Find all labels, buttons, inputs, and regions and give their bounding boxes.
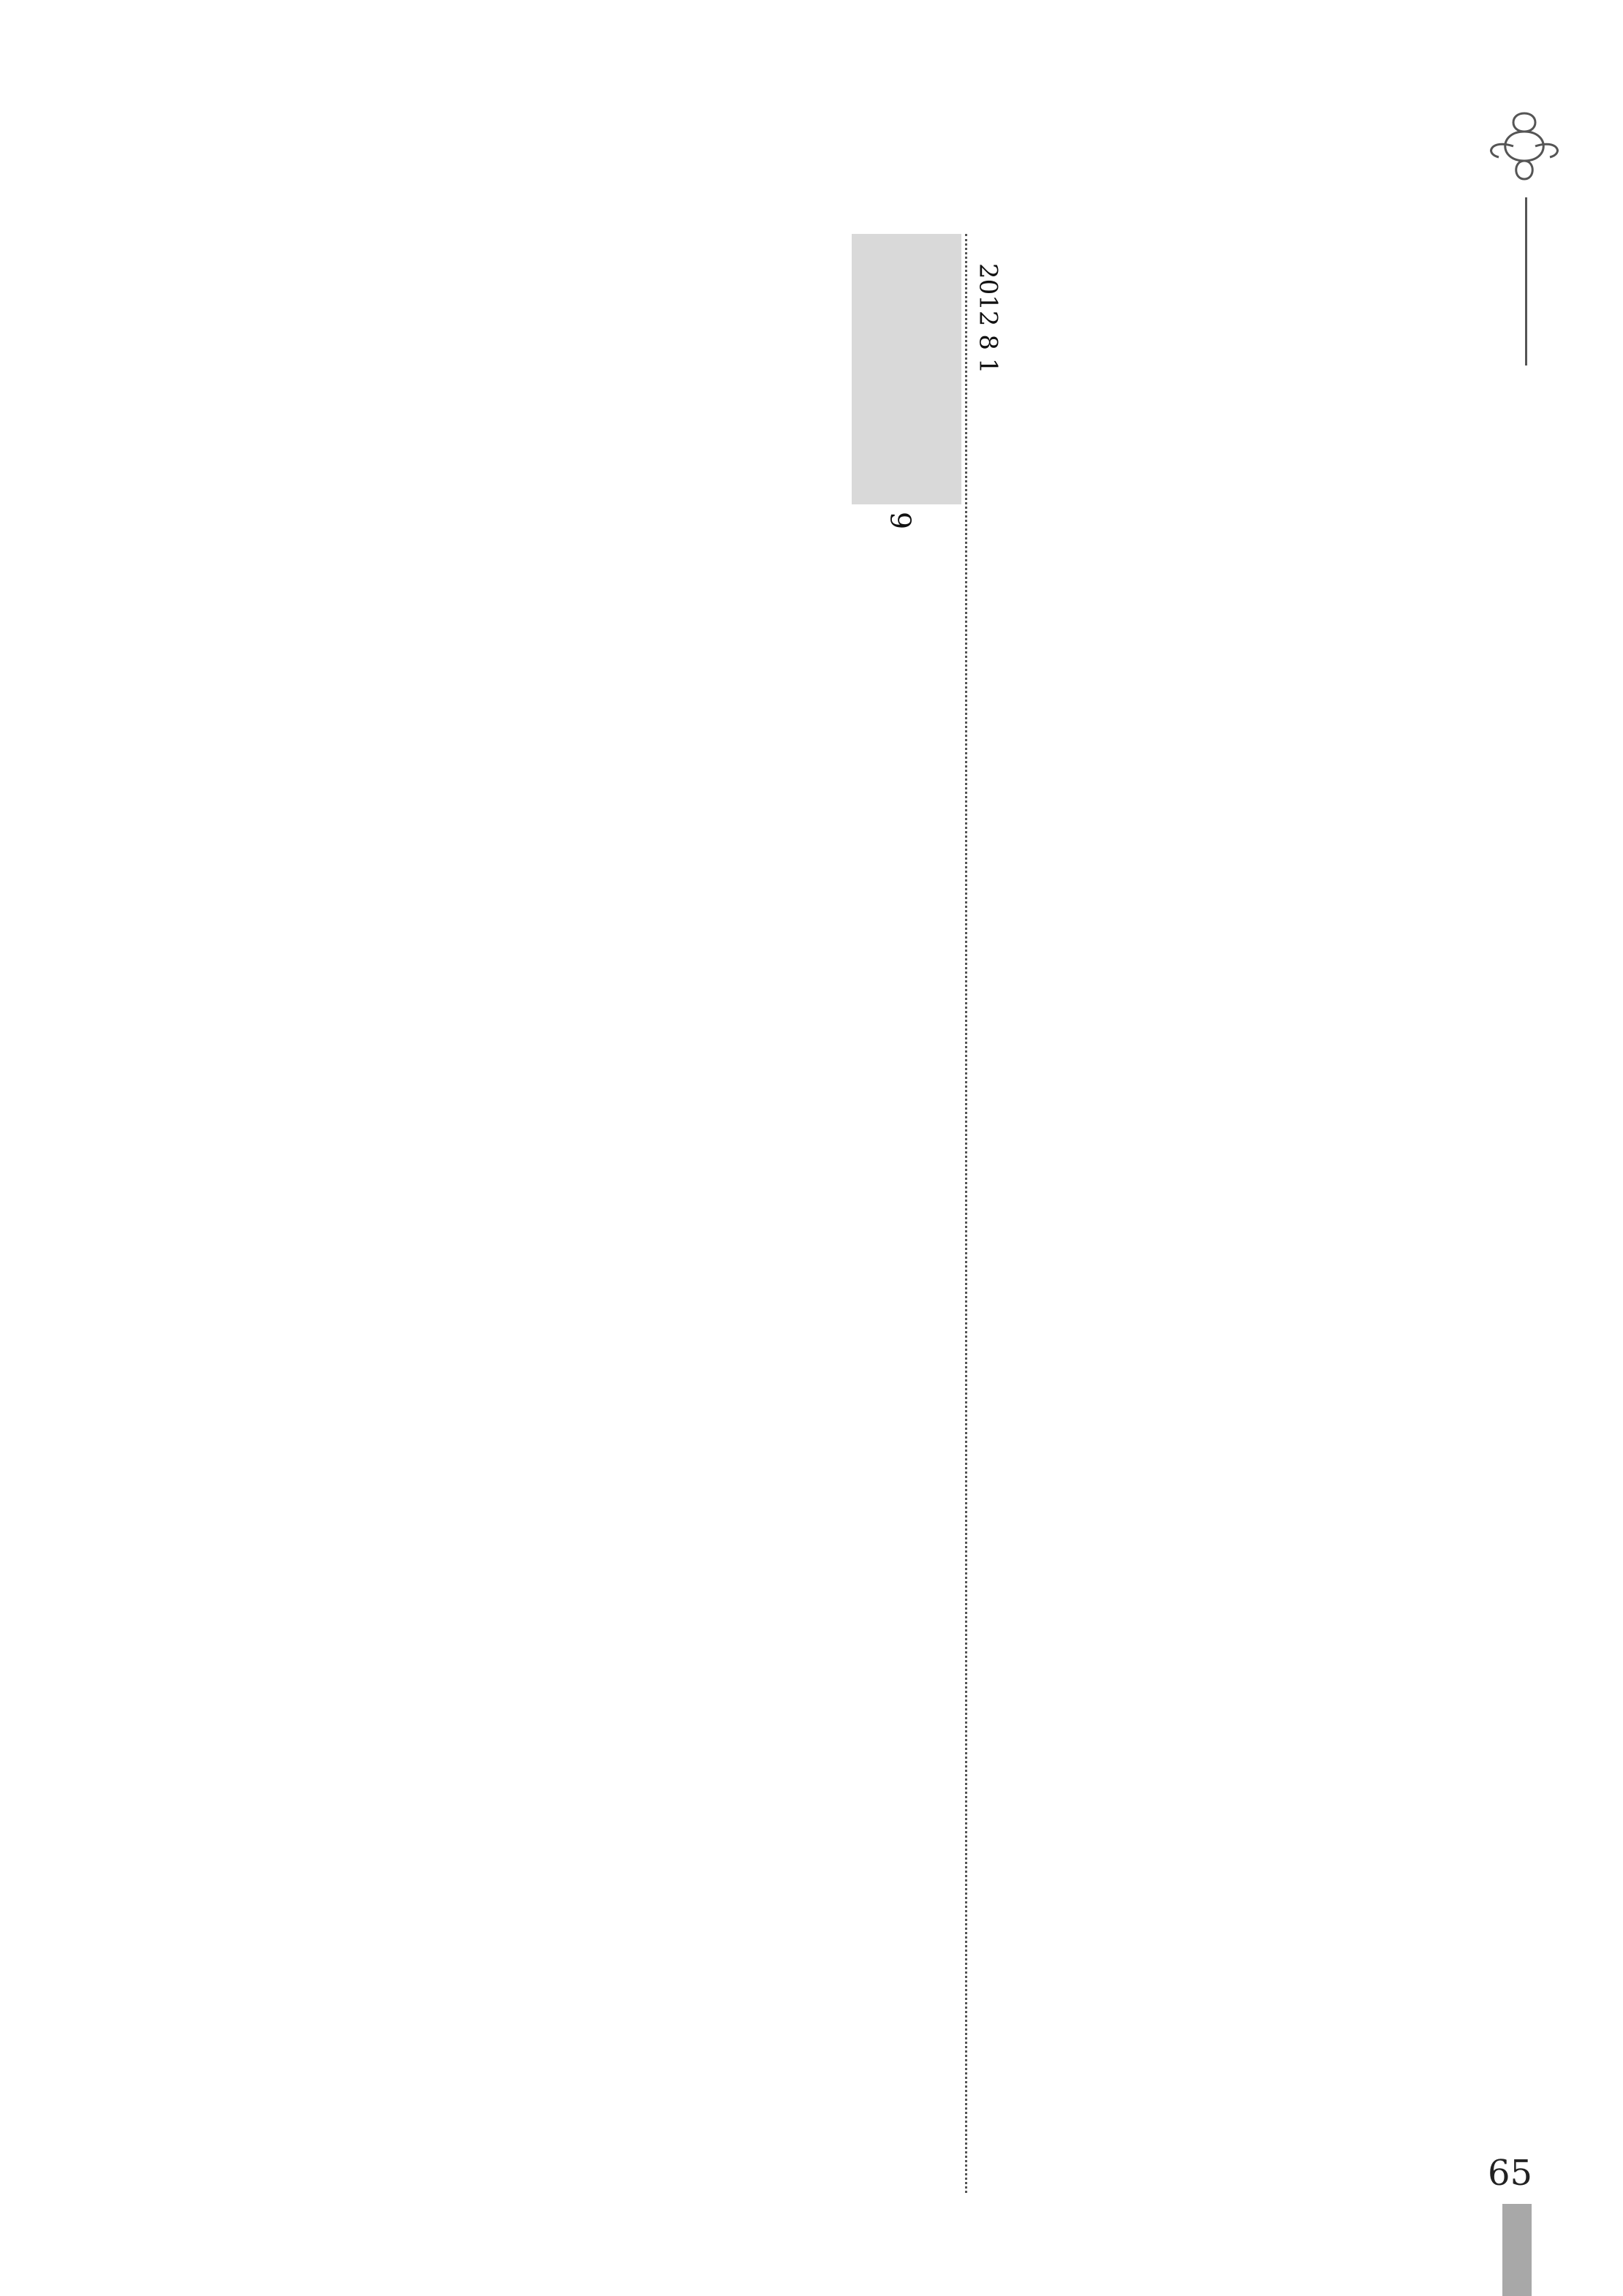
running-header: [1451, 197, 1495, 1550]
text-column: [665, 241, 702, 2215]
title-highlight-box: [852, 234, 961, 504]
lower-text-block: [336, 241, 775, 2215]
text-column: [556, 241, 592, 2215]
year-reference: 2012 8 1: [973, 263, 1003, 374]
side-tab: [1502, 2204, 1532, 2296]
text-column: [1193, 219, 1228, 2156]
text-column: [1369, 219, 1404, 2156]
text-column: [1158, 219, 1193, 2156]
text-column: [629, 241, 665, 2215]
text-column: [702, 241, 738, 2215]
title-number: 9: [884, 512, 917, 530]
text-column: [1088, 219, 1123, 2156]
page-number: 65: [1488, 2153, 1533, 2194]
dotted-divider: [965, 234, 967, 2193]
flourish-ornament-icon: [1469, 110, 1579, 197]
article-title-line-1: [859, 848, 914, 2237]
text-column: [738, 241, 775, 2215]
text-column: [1228, 219, 1263, 2156]
author-line: [245, 1659, 289, 1974]
text-column: [1018, 219, 1053, 2156]
text-column: [373, 241, 409, 2215]
text-column: [1333, 219, 1369, 2156]
text-column: [336, 241, 373, 2215]
text-column: [409, 241, 446, 2215]
text-column: [446, 241, 483, 2215]
article-title-line-2: [914, 658, 958, 2120]
text-column: [1053, 219, 1088, 2156]
upper-text-block: [943, 219, 1440, 2156]
header-rule: [1525, 197, 1527, 365]
text-column: [1404, 219, 1439, 2156]
text-column: [483, 241, 519, 2215]
text-column: [1298, 219, 1333, 2156]
text-column: [1263, 219, 1298, 2156]
text-column: [592, 241, 629, 2215]
text-column: [1123, 219, 1158, 2156]
text-column: [519, 241, 556, 2215]
